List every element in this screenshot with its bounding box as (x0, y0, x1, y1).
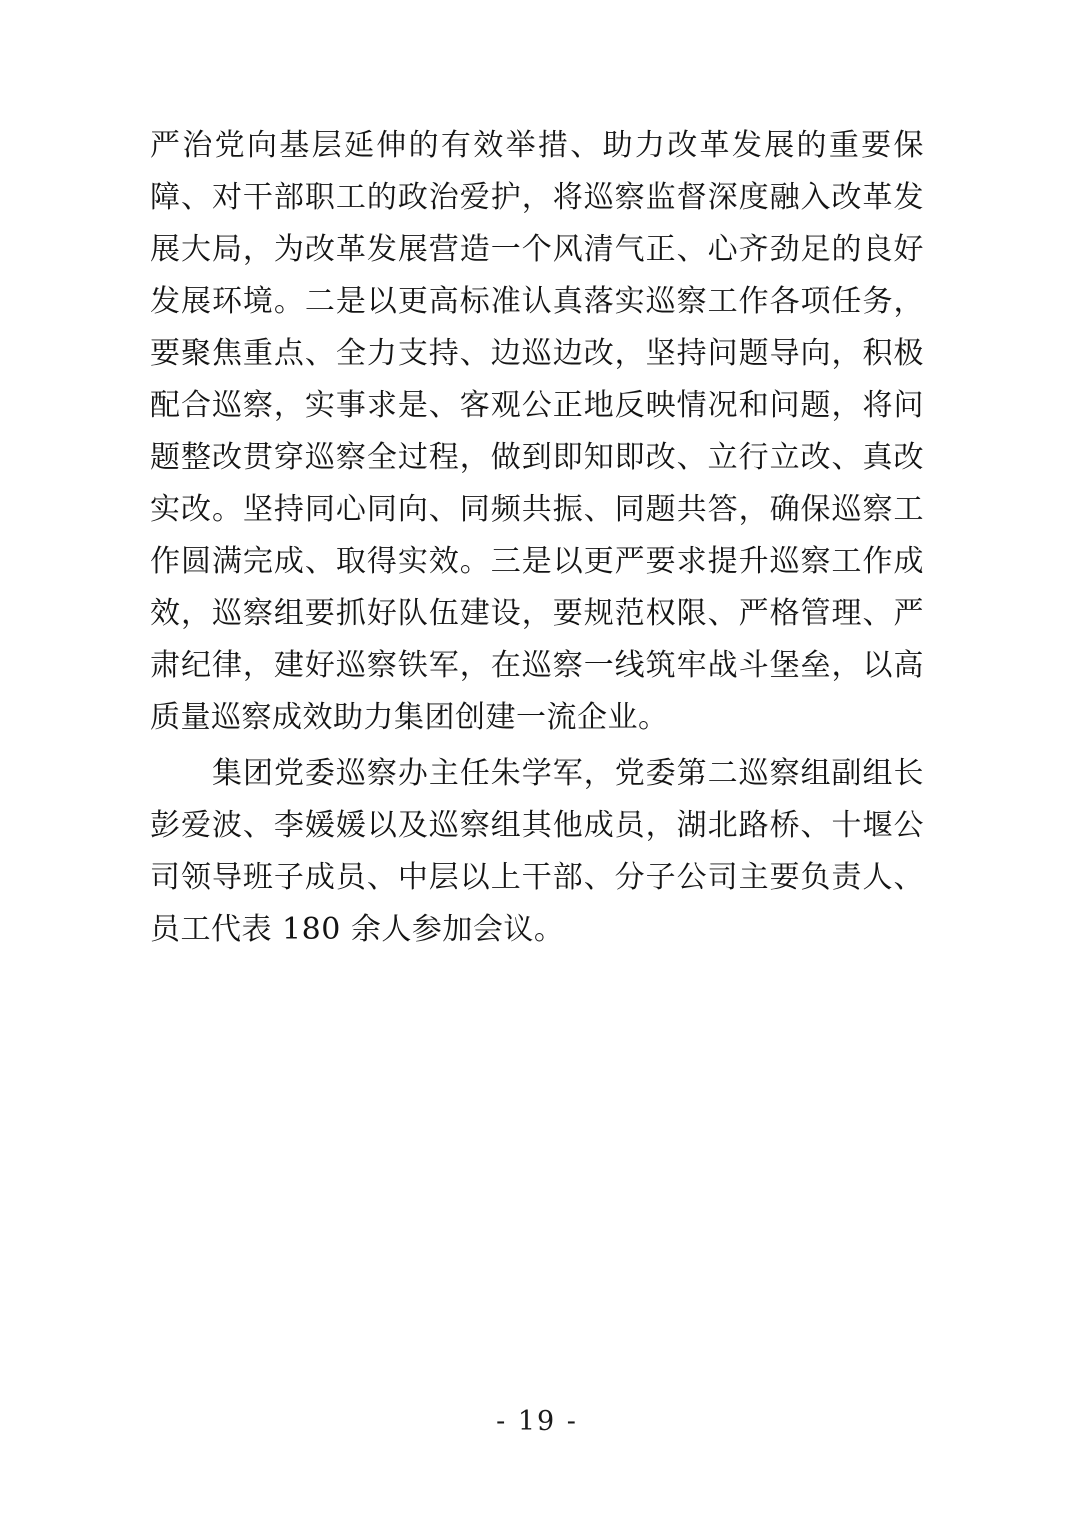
paragraph-2: 集团党委巡察办主任朱学军，党委第二巡察组副组长彭爱波、李媛媛以及巡察组其他成员，湖北路桥、十堰公司领导班子成员、中层以上干部、分子公司主要负责人、员工代表 180 余人参加会议。 (150, 756, 924, 947)
paragraph-1: 严治党向基层延伸的有效举措、助力改革发展的重要保障、对干部职工的政治爱护，将巡察监督深度融入改革发展大局，为改革发展营造一个风清气正、心齐劲足的良好发展环境。二是以更高标准认真落实巡察工作各项任务，要聚焦重点、全力支持、边巡边改，坚持问题导向，积极配合巡察，实事求是、客观公正地反映情况和问题，将问题整改贯穿巡察全过程，做到即知即改、立行立改、真改实改。坚持同心同向、同频共振、同题共答，确保巡察工作圆满完成、取得实效。三是以更严要求提升巡察工作成效，巡察组要抓好队伍建设，要规范权限、严格管理、严肃纪律，建好巡察铁军，在巡察一线筑牢战斗堡垒，以高质量巡察成效助力集团创建一流企业。 (150, 128, 924, 735)
page-number: - 19 - (496, 1406, 578, 1437)
page-body (150, 120, 924, 956)
